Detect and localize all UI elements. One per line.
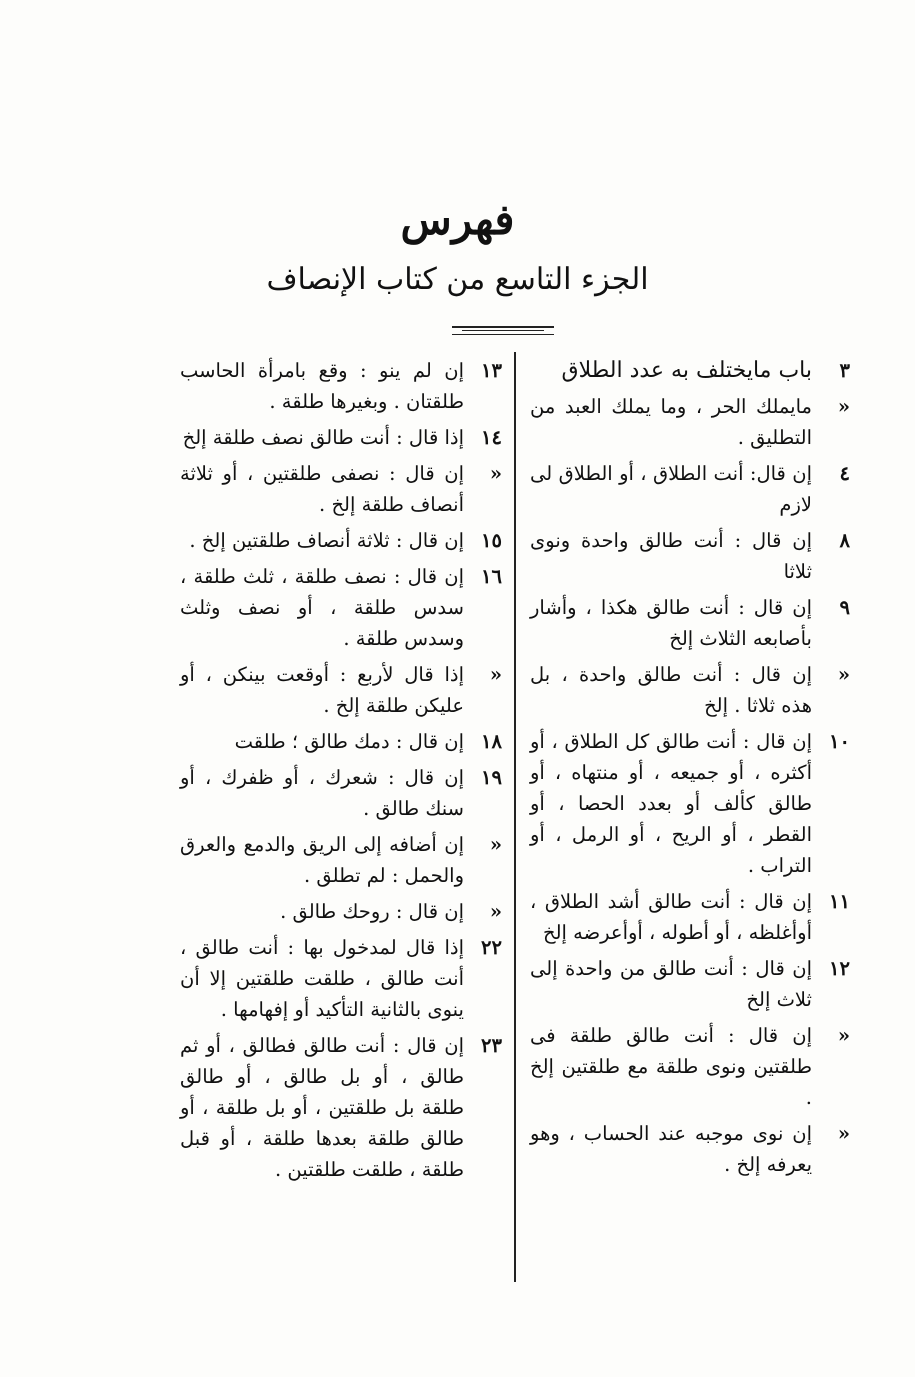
entry-text: إن قال : روحك طالق . [280, 900, 464, 923]
index-entry [530, 726, 850, 881]
entry-page-number: ١٠ [829, 730, 850, 753]
entry-page-number: ١١ [829, 890, 850, 913]
entry-page-number: ١٦ [481, 565, 502, 588]
index-entry [180, 355, 502, 417]
entry-text: باب مايختلف به عدد الطلاق [561, 358, 812, 383]
index-entry [530, 458, 850, 520]
entry-text: إن قال : دمك طالق ؛ طلقت [234, 730, 464, 753]
entry-page-number: ١٣ [481, 359, 502, 382]
entry-page-number: ٨ [839, 529, 850, 552]
title-rule [452, 326, 554, 328]
entry-text: إن قال : أنت طالق هكذا ، وأشار بأصابعه الثلاث إلخ [530, 596, 812, 650]
entry-text: إن قال : أنت طالق من واحدة إلى ثلاث إلخ [530, 957, 812, 1011]
entry-page-number: ٩ [839, 596, 850, 619]
entry-text: إذا قال : أنت طالق نصف طلقة إلخ [182, 426, 464, 449]
entry-text: إن قال : شعرك ، أو ظفرك ، أو سنك طالق . [180, 766, 464, 820]
index-entry [180, 458, 502, 520]
entry-page-number: « [837, 395, 850, 418]
index-entry [180, 561, 502, 654]
title-rule [452, 334, 554, 335]
entry-page-number: ١٨ [481, 730, 502, 753]
entry-page-number: ٤ [839, 462, 850, 485]
entry-page-number: « [837, 663, 850, 686]
entry-text: إن قال : ثلاثة أنصاف طلقتين إلخ . [189, 529, 464, 552]
entry-page-number: « [489, 462, 502, 485]
index-entry [530, 1020, 850, 1113]
entry-text: إن قال : نصف طلقة ، ثلث طلقة ، سدس طلقة ، أو نصف وثلث وسدس طلقة . [180, 565, 464, 650]
entry-page-number: ٣ [839, 359, 850, 382]
index-entry [530, 953, 850, 1015]
page-subtitle: الجزء التاسع من كتاب الإنصاف [266, 262, 649, 297]
entry-text: إن قال: أنت الطلاق ، أو الطلاق لى لازم [530, 462, 812, 516]
entry-page-number: ١٢ [829, 957, 850, 980]
index-entry [530, 1118, 850, 1180]
index-entry [530, 659, 850, 721]
index-entry [180, 422, 502, 453]
entry-text: إن نوى موجبه عند الحساب ، وهو يعرفه إلخ . [530, 1122, 812, 1176]
entry-page-number: « [489, 833, 502, 856]
entry-text: إن قال : نصفى طلقتين ، أو ثلاثة أنصاف طلقة إلخ . [180, 462, 464, 516]
entry-text: إن لم ينو : وقع بامرأة الحاسب طلقتان . وبغيرها طلقة . [180, 359, 464, 413]
entry-text: إن قال : أنت طالق واحدة ، بل هذه ثلاثا . إلخ [530, 663, 812, 717]
index-entry [180, 762, 502, 824]
index-column-left [180, 355, 502, 1190]
index-entry [180, 896, 502, 927]
index-column-right [530, 355, 850, 1185]
entry-page-number: ٢٣ [481, 1034, 502, 1057]
index-entry [530, 525, 850, 587]
index-entry [530, 391, 850, 453]
entry-text: إذا قال لمدخول بها : أنت طالق ، أنت طالق ، طلقت طلقتين إلا أن ينوى بالثانية التأكيد أو إفهامها . [180, 936, 464, 1021]
entry-page-number: ٢٢ [481, 936, 502, 959]
entry-page-number: « [837, 1122, 850, 1145]
title-rule [462, 330, 544, 331]
entry-text: مايملك الحر ، وما يملك العبد من التطليق . [530, 395, 812, 449]
entry-text: إن أضافه إلى الريق والدمع والعرق والحمل : لم تطلق . [180, 833, 464, 887]
entry-page-number: ١٥ [481, 529, 502, 552]
entry-page-number: « [489, 900, 502, 923]
entry-page-number: ١٤ [481, 426, 502, 449]
column-divider [514, 352, 516, 1282]
entry-text: إن قال : أنت طالق أشد الطلاق ، أوأغلظه ، أو أطوله ، أوأعرضه إلخ [530, 890, 812, 944]
index-entry [530, 355, 850, 386]
entry-text: إن قال : أنت طالق فطالق ، أو ثم طالق ، أو بل طالق ، أو طالق طلقة بل طلقتين ، أو بل طلقة ، أو طالق طلقة بعدها طلقة ، أو قبل طلقة ، طلقت طلقتين . [180, 1034, 464, 1181]
entry-text: إذا قال لأربع : أوقعت بينكن ، أو عليكن طلقة إلخ . [180, 663, 464, 717]
entry-page-number: ١٩ [481, 766, 502, 789]
page-title: فهرس [400, 195, 515, 244]
index-entry [180, 659, 502, 721]
entry-page-number: « [489, 663, 502, 686]
entry-text: إن قال : أنت طالق طلقة فى طلقتين ونوى طلقة مع طلقتين إلخ . [530, 1024, 812, 1109]
entry-text: إن قال : أنت طالق كل الطلاق ، أو أكثره ، أو جميعه ، أو منتهاه ، أو طالق كألف أو بعدد الحصا ، أو القطر ، أو الريح ، أو الرمل ، أو التراب . [530, 730, 812, 877]
index-entry [530, 886, 850, 948]
index-entry [530, 592, 850, 654]
index-entry [180, 829, 502, 891]
index-entry [180, 525, 502, 556]
entry-text: إن قال : أنت طالق واحدة ونوى ثلاثا [530, 529, 812, 583]
entry-page-number: « [837, 1024, 850, 1047]
index-entry [180, 1030, 502, 1185]
index-entry [180, 726, 502, 757]
index-entry [180, 932, 502, 1025]
